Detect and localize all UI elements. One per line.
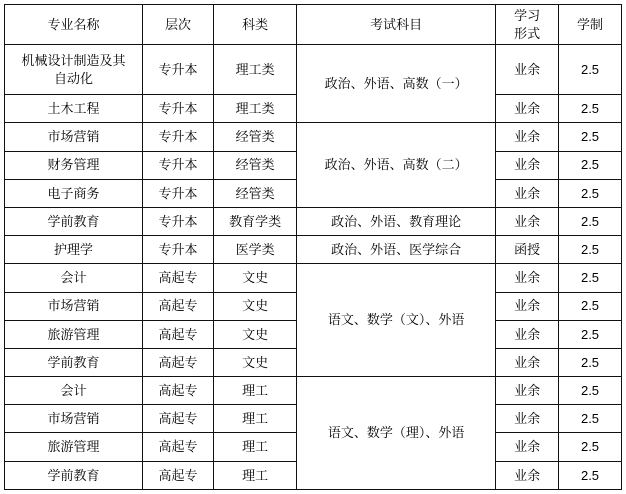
cell-major: 电子商务 [5,179,143,207]
cell-years: 2.5 [559,461,622,489]
column-header-level: 层次 [143,5,214,45]
cell-major: 市场营销 [5,292,143,320]
cell-category: 理工 [214,433,297,461]
column-header-learning-form-line1: 学习 [514,8,541,23]
cell-form: 业余 [496,179,559,207]
cell-major: 学前教育 [5,461,143,489]
major-plan-table [4,4,622,490]
table-body [5,45,622,490]
cell-form: 业余 [496,123,559,151]
cell-level: 专升本 [143,236,214,264]
cell-subjects: 语文、数学（文）、外语 [297,264,496,377]
cell-level: 高起专 [143,433,214,461]
cell-level: 专升本 [143,95,214,123]
cell-category: 文史 [214,292,297,320]
cell-years: 2.5 [559,405,622,433]
cell-years: 2.5 [559,123,622,151]
table-row [5,264,622,292]
cell-level: 高起专 [143,405,214,433]
cell-major-line1: 机械设计制造及其 [21,53,126,69]
cell-form: 业余 [496,320,559,348]
cell-subjects: 政治、外语、教育理论 [297,207,496,235]
cell-form: 业余 [496,348,559,376]
cell-category: 文史 [214,320,297,348]
cell-years: 2.5 [559,179,622,207]
cell-category: 经管类 [214,179,297,207]
table-row [5,207,622,235]
cell-level: 高起专 [143,320,214,348]
cell-level: 高起专 [143,461,214,489]
cell-years: 2.5 [559,320,622,348]
cell-category: 理工类 [214,45,297,95]
table-row [5,123,622,151]
cell-form: 业余 [496,377,559,405]
cell-form: 业余 [496,264,559,292]
cell-years: 2.5 [559,151,622,179]
cell-major: 学前教育 [5,348,143,376]
cell-form: 业余 [496,461,559,489]
cell-form: 业余 [496,95,559,123]
cell-major: 土木工程 [5,95,143,123]
cell-years: 2.5 [559,348,622,376]
cell-major-line2: 自动化 [53,70,93,86]
cell-form: 业余 [496,207,559,235]
cell-major: 旅游管理 [5,320,143,348]
cell-major: 学前教育 [5,207,143,235]
cell-level: 高起专 [143,264,214,292]
cell-level: 专升本 [143,179,214,207]
cell-years: 2.5 [559,207,622,235]
cell-major: 市场营销 [5,123,143,151]
cell-major: 市场营销 [5,405,143,433]
table-header [5,5,622,45]
cell-category: 理工 [214,377,297,405]
cell-level: 专升本 [143,123,214,151]
column-header-learning-form [496,5,559,45]
cell-category: 理工 [214,405,297,433]
cell-major: 护理学 [5,236,143,264]
column-header-subjects: 考试科目 [297,5,496,45]
cell-category: 文史 [214,264,297,292]
cell-category: 经管类 [214,151,297,179]
cell-subjects: 政治、外语、高数（一） [297,45,496,123]
cell-major: 旅游管理 [5,433,143,461]
table-row [5,45,622,95]
table-row [5,236,622,264]
cell-category: 经管类 [214,123,297,151]
cell-form: 业余 [496,45,559,95]
cell-subjects: 语文、数学（理）、外语 [297,377,496,490]
cell-major [5,45,143,95]
cell-subjects: 政治、外语、高数（二） [297,123,496,208]
column-header-years: 学制 [559,5,622,45]
cell-years: 2.5 [559,45,622,95]
cell-years: 2.5 [559,236,622,264]
column-header-major: 专业名称 [5,5,143,45]
cell-form: 函授 [496,236,559,264]
cell-major: 会计 [5,264,143,292]
column-header-learning-form-line2: 形式 [514,25,541,41]
cell-level: 专升本 [143,45,214,95]
header-row [5,5,622,45]
cell-level: 高起专 [143,348,214,376]
cell-form: 业余 [496,405,559,433]
table-row [5,377,622,405]
cell-category: 教育学类 [214,207,297,235]
cell-years: 2.5 [559,292,622,320]
cell-years: 2.5 [559,377,622,405]
cell-level: 高起专 [143,377,214,405]
cell-form: 业余 [496,292,559,320]
cell-form: 业余 [496,433,559,461]
column-header-category: 科类 [214,5,297,45]
cell-level: 专升本 [143,207,214,235]
cell-category: 医学类 [214,236,297,264]
cell-major: 财务管理 [5,151,143,179]
cell-years: 2.5 [559,433,622,461]
cell-subjects: 政治、外语、医学综合 [297,236,496,264]
cell-major: 会计 [5,377,143,405]
cell-years: 2.5 [559,264,622,292]
cell-category: 理工 [214,461,297,489]
cell-level: 专升本 [143,151,214,179]
cell-category: 文史 [214,348,297,376]
cell-form: 业余 [496,151,559,179]
cell-category: 理工类 [214,95,297,123]
cell-years: 2.5 [559,95,622,123]
cell-level: 高起专 [143,292,214,320]
